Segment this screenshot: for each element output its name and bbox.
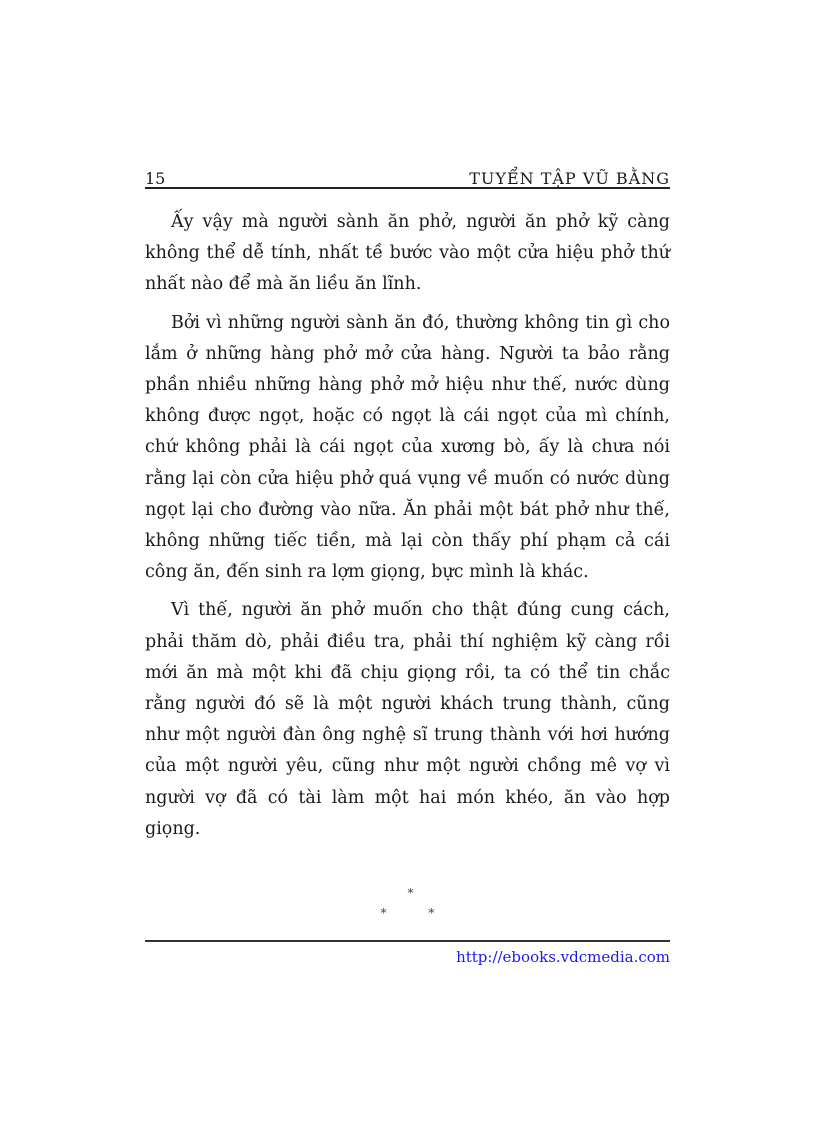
body-text: [145, 207, 670, 852]
asterisk-icon: *: [428, 906, 435, 920]
paragraph: Ấy vậy mà người sành ăn phở, người ăn phở kỹ càng không thể dễ tính, nhất tề bước vào một cửa hiệu phở thứ nhất nào để mà ăn liều ăn lĩnh.: [145, 212, 670, 295]
paragraph: Bởi vì những người sành ăn đó, thường không tin gì cho lắm ở những hàng phở mở cửa hàng. Người ta bảo rằng phần nhiều những hàng phở mở hiệu như thế, nước dùng không được ngọt, hoặc có ngọt là cái ngọt của mì chính, chứ không phải là cái ngọt của xương bò, ấy là chưa nói rằng lại còn cửa hiệu phở quá vụng về muốn có nước dùng ngọt lại cho đường vào nữa. Ăn phải một bát phở như thế, không những tiếc tiền, mà lại còn thấy phí phạm cả cái công ăn, đến sinh ra lợm giọng, bực mình là khác.: [145, 312, 670, 583]
book-title: TUYỂN TẬP VŨ BẰNG: [469, 169, 670, 188]
asterisk-icon: *: [407, 886, 414, 900]
website-link[interactable]: http://ebooks.vdcmedia.com: [456, 948, 670, 966]
running-header: [145, 164, 670, 188]
page-number: 15: [145, 169, 166, 188]
header-divider: [145, 187, 670, 189]
paragraph: Vì thế, người ăn phở muốn cho thật đúng cung cách, phải thăm dò, phải điều tra, phải thí nghiệm kỹ càng rồi mới ăn mà một khi đã chịu giọng rồi, ta có thể tin chắc rằng người đó sẽ là một người khách trung thành, cũng như một người đàn ông nghệ sĩ trung thành với hơi hướng của một người yêu, cũng như một người chồng mê vợ vì người vợ đã có tài làm một hai món khéo, ăn vào hợp giọng.: [145, 600, 670, 839]
footer-divider: [145, 940, 670, 942]
asterisk-icon: *: [380, 906, 387, 920]
